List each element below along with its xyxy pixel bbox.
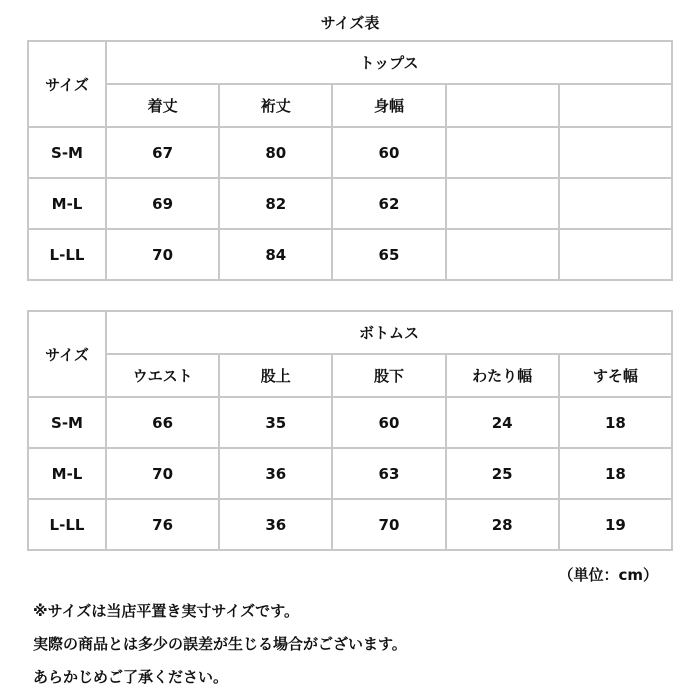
value-cell: [446, 127, 559, 178]
column-header: 股下: [332, 354, 445, 397]
value-cell: 82: [219, 178, 332, 229]
column-header: 着丈: [106, 84, 219, 127]
column-header: すそ幅: [559, 354, 672, 397]
value-cell: [559, 178, 672, 229]
column-header: ウエスト: [106, 354, 219, 397]
value-cell: 19: [559, 499, 672, 550]
table-row: [28, 229, 672, 280]
value-cell: 63: [332, 448, 445, 499]
value-cell: 65: [332, 229, 445, 280]
value-cell: 84: [219, 229, 332, 280]
value-cell: [559, 229, 672, 280]
size-cell: L-LL: [28, 499, 106, 550]
note-line: ※サイズは当店平置き実寸サイズです。: [33, 602, 299, 620]
value-cell: 60: [332, 127, 445, 178]
tops-size-table: [27, 40, 673, 281]
value-cell: 70: [106, 448, 219, 499]
size-cell: M-L: [28, 178, 106, 229]
value-cell: 35: [219, 397, 332, 448]
bottoms-size-table: [27, 310, 673, 551]
table-row: [28, 397, 672, 448]
note-line: 実際の商品とは多少の誤差が生じる場合がございます。: [33, 635, 407, 653]
value-cell: 24: [446, 397, 559, 448]
size-cell: M-L: [28, 448, 106, 499]
column-header: [559, 84, 672, 127]
table-row: [28, 127, 672, 178]
table-row: [28, 178, 672, 229]
value-cell: 28: [446, 499, 559, 550]
page-title: サイズ表: [320, 14, 380, 32]
column-header: [446, 84, 559, 127]
table-row: [28, 448, 672, 499]
value-cell: [559, 127, 672, 178]
column-header: 身幅: [332, 84, 445, 127]
value-cell: 36: [219, 448, 332, 499]
size-cell: L-LL: [28, 229, 106, 280]
value-cell: 25: [446, 448, 559, 499]
value-cell: [446, 229, 559, 280]
value-cell: 67: [106, 127, 219, 178]
table-row: [28, 499, 672, 550]
bottoms-group-header: ボトムス: [106, 311, 672, 354]
tops-group-header: トップス: [106, 41, 672, 84]
value-cell: 18: [559, 448, 672, 499]
value-cell: 60: [332, 397, 445, 448]
column-header: わたり幅: [446, 354, 559, 397]
size-cell: S-M: [28, 127, 106, 178]
note-line: あらかじめご了承ください。: [33, 668, 229, 686]
size-header-cell: サイズ: [28, 311, 106, 397]
value-cell: 36: [219, 499, 332, 550]
column-header: 裄丈: [219, 84, 332, 127]
value-cell: 62: [332, 178, 445, 229]
value-cell: 70: [332, 499, 445, 550]
value-cell: 80: [219, 127, 332, 178]
size-header-cell: サイズ: [28, 41, 106, 127]
size-cell: S-M: [28, 397, 106, 448]
value-cell: 18: [559, 397, 672, 448]
value-cell: 69: [106, 178, 219, 229]
value-cell: 70: [106, 229, 219, 280]
value-cell: [446, 178, 559, 229]
value-cell: 66: [106, 397, 219, 448]
column-header: 股上: [219, 354, 332, 397]
unit-label: （単位：cm）: [558, 566, 658, 584]
value-cell: 76: [106, 499, 219, 550]
